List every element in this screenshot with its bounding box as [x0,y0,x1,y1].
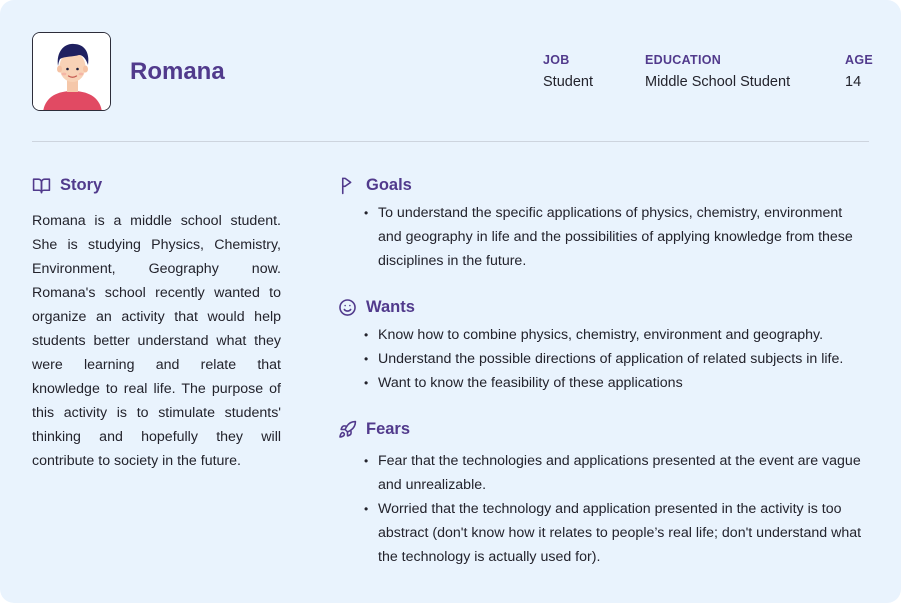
meta-age [845,53,873,91]
header-divider [32,141,869,142]
fears-item: • Worried that the technology and application presented in the activity is too abstract (don't know how it relates to people’s real life; don't understand what the technology is actually used for). [364,497,869,569]
meta-education [645,53,790,91]
book-open-icon [32,176,51,195]
wants-title: Wants [366,298,415,316]
age-value: 14 [845,74,862,90]
goals-item: • To understand the specific applications of physics, chemistry, environment and geography in life and the possibilities of applying knowledge from these disciplines in the future. [364,201,869,273]
wants-item: • Know how to combine physics, chemistry, environment and geography. [364,323,884,347]
job-label: JOB [543,53,570,67]
goals-title: Goals [366,176,412,194]
age-label: AGE [845,53,873,67]
meta-job [543,53,593,91]
avatar-illustration [33,33,111,111]
wants-list [364,323,884,395]
story-heading [32,176,102,195]
wants-item: • Want to know the feasibility of these applications [364,371,884,395]
rocket-icon [338,420,357,439]
avatar [32,32,111,111]
goals-list [364,201,869,273]
fears-item: • Fear that the technologies and applications presented at the event are vague and unrealizable. [364,449,869,497]
fears-title: Fears [366,420,411,438]
goals-heading [338,176,412,195]
job-value: Student [543,74,593,90]
persona-name: Romana [130,58,225,85]
fears-list [364,449,869,569]
smile-icon [338,298,357,317]
story-text: Romana is a middle school student. She is studying Physics, Chemistry, Environment, Geography now. Romana's school recently wanted to organize an activity that would help students better understand what they were learning and relate that knowledge to real life. The purpose of this activity is to stimulate students' thinking and hopefully they will contribute to society in the future. [32,213,281,469]
story-title: Story [60,176,103,194]
education-label: EDUCATION [645,53,722,67]
wants-heading [338,298,415,317]
wants-item: • Understand the possible directions of application of related subjects in life. [364,347,884,371]
education-value: Middle School Student [645,74,791,90]
flag-icon [338,176,357,195]
fears-heading [338,420,410,439]
